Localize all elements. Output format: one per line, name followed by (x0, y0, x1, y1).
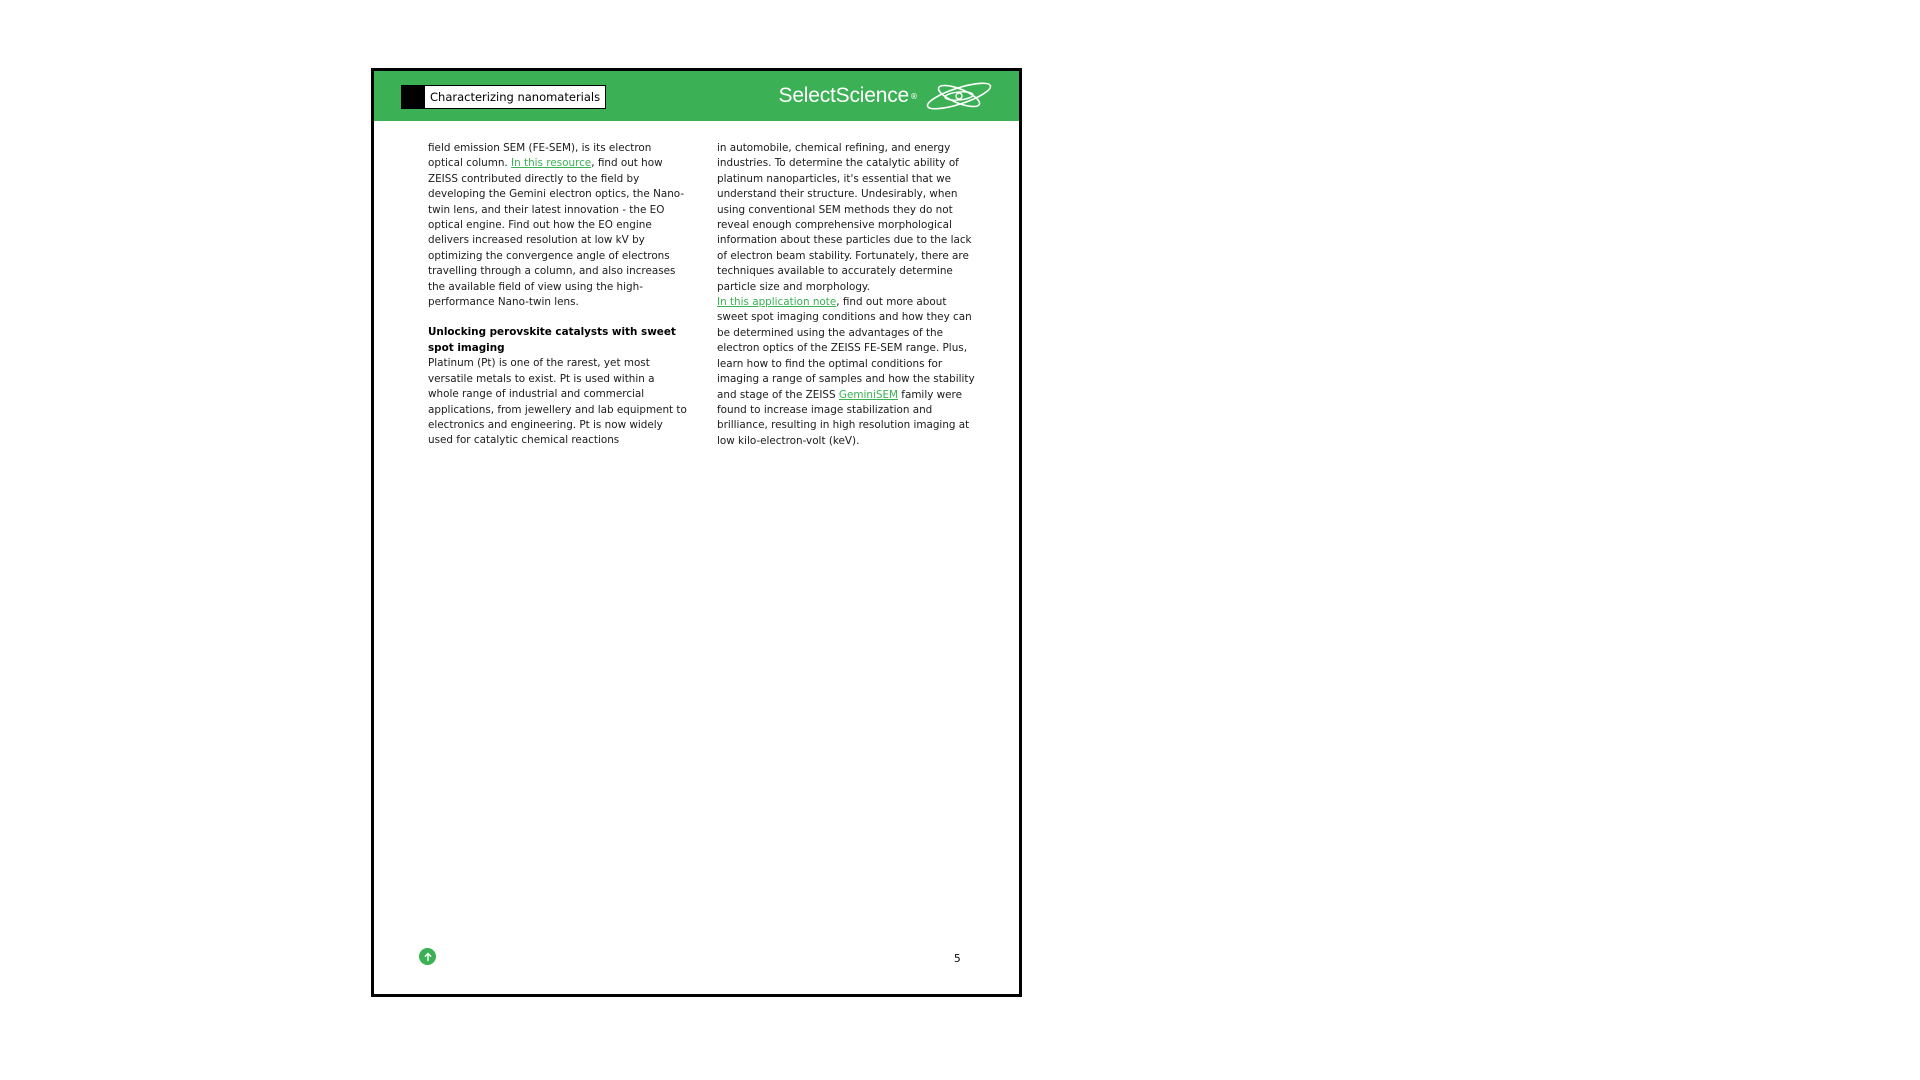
right-paragraph-2 (717, 295, 977, 449)
left-paragraph-1-text: field emission SEM (FE-SEM), is its electron optical column. (428, 142, 652, 170)
left-paragraph-2: Platinum (Pt) is one of the rarest, yet most versatile metals to exist. Pt is used within a whole range of industrial and commercial applications, from jewellery and lab equipment to electronics and engineering. Pt is now widely used for catalytic chemical reactions (428, 357, 687, 447)
right-paragraph-2-continued: family were found to increase image stabilization and brilliance, resulting in high resolution imaging at low kilo-electron-volt (keV). (717, 388, 970, 447)
right-paragraph-2-text: , find out more about sweet spot imaging conditions and how they can be determined using the advantages of the electron optics of the ZEISS FE-SEM range. Plus, learn how to find the optimal conditions for imaging a range of samples and how the stability and stage of the ZEISS (717, 296, 975, 401)
section-title: Characterizing nanomaterials (430, 90, 601, 104)
atom-orbit-icon (924, 79, 994, 113)
left-paragraph-1 (428, 141, 688, 310)
document-page (371, 68, 1022, 997)
left-column (428, 141, 688, 449)
brand-registered-mark: ® (910, 91, 918, 101)
arrow-up-icon (423, 952, 433, 962)
right-paragraph-1: in automobile, chemical refining, and energy industries. To determine the catalytic ability of platinum nanoparticles, it's essential that we understand their structure. Undesirably, when using conventional SEM methods they do not reveal enough comprehensive morphological information about these particles due to the lack of electron beam stability. Fortunately, there are techniques available to accurately determine particle size and morphology. (717, 142, 972, 293)
page-number: 5 (954, 953, 961, 965)
right-column (717, 141, 977, 449)
section-tag-swatch (402, 86, 425, 108)
back-to-top-button[interactable] (419, 948, 436, 965)
page-header (374, 71, 1019, 121)
brand-name: SelectScience (778, 84, 909, 107)
in-this-resource-link[interactable]: In this resource (511, 157, 592, 170)
brand-logo (779, 79, 994, 113)
geminisem-link[interactable]: GeminiSEM (838, 388, 898, 401)
section-tag (401, 85, 606, 109)
left-paragraph-1-continued: , find out how ZEISS contributed directly to the field by developing the Gemini electron optics, the Nano-twin lens, and their latest innovation - the EO optical engine. Find out how the EO engine delivers increased resolution at low kV by optimizing the convergence angle of electrons travelling through a column, and also increases the available field of view using the high-performance Nano-twin lens. (428, 157, 685, 309)
section-heading: Unlocking perovskite catalysts with sweet spot imaging (428, 326, 676, 354)
application-note-link[interactable]: In this application note (717, 296, 837, 309)
